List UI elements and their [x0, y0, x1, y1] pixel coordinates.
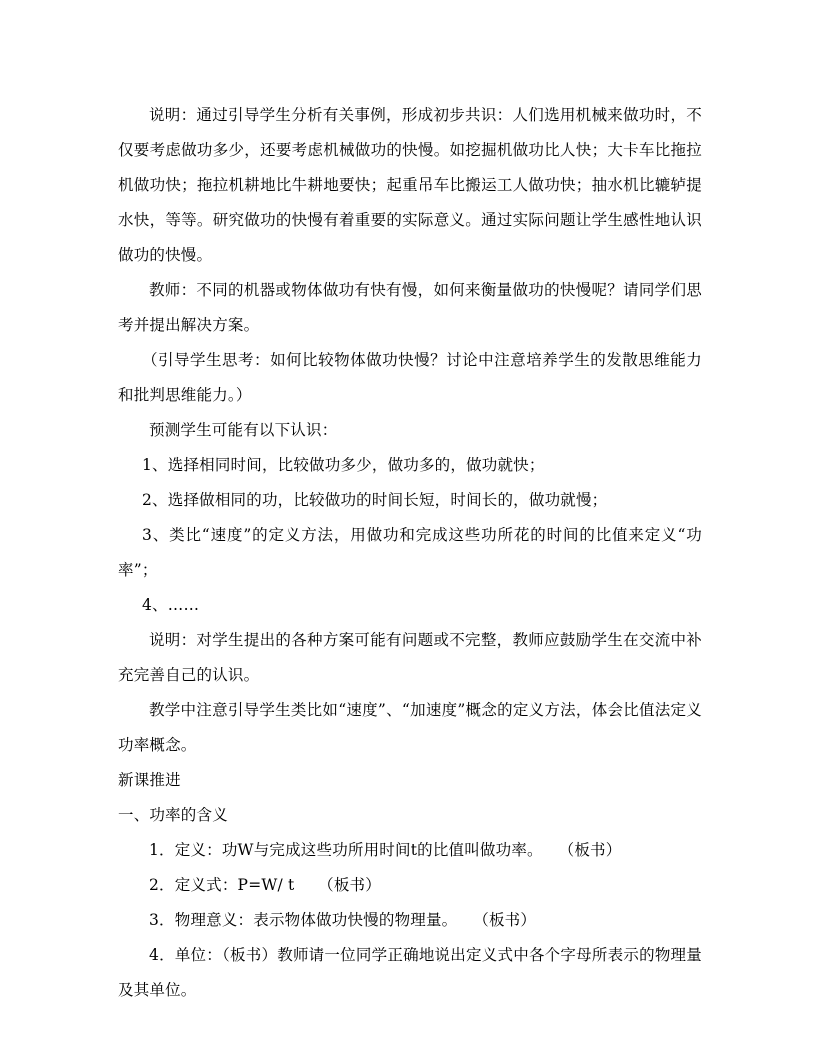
definition-item-3: 3．物理意义：表示物体做功快慢的物理量。 （板书）: [149, 911, 537, 929]
list-item-3: 3、类比“速度”的定义方法，用做功和完成这些功所花的时间的比值来定义“功率”；: [118, 526, 702, 579]
paragraph-note-2: 说明：对学生提出的各种方案可能有问题或不完整，教师应鼓励学生在交流中补充完善自己的认识。: [118, 631, 702, 684]
list-item-4: 4、……: [142, 596, 200, 614]
paragraph-prediction: 预测学生可能有以下认识：: [149, 421, 338, 439]
paragraph-note-1: 说明：通过引导学生分析有关事例，形成初步共识：人们选用机械来做功时，不仅要考虑做功多少，还要考虑机械做功的快慢。如挖掘机做功比人快；大卡车比拖拉机做功快；拖拉机耕地比牛耕地要快；起重吊车比搬运工人做功快；抽水机比辘轳提水快，等等。研究做功的快慢有着重要的实际意义。通过实际问题让学生感性地认识做功的快慢。: [118, 106, 702, 264]
list-item-2: 2、选择做相同的功，比较做功的时间长短，时间长的，做功就慢；: [142, 491, 608, 509]
definition-item-4: 4．单位：（板书）教师请一位同学正确地说出定义式中各个字母所表示的物理量及其单位。: [118, 946, 702, 999]
document-body: [118, 98, 702, 1008]
definition-item-2: 2．定义式：P=W/ t （板书）: [149, 876, 381, 894]
paragraph-guide: （引导学生思考：如何比较物体做功快慢？讨论中注意培养学生的发散思维能力和批判思维能力。）: [118, 351, 702, 404]
heading-new-lesson: 新课推进: [118, 771, 181, 789]
list-item-1: 1、选择相同时间，比较做功多少，做功多的，做功就快；: [142, 456, 545, 474]
section-heading-power-meaning: 一、功率的含义: [118, 806, 228, 824]
paragraph-teaching-note: 教学中注意引导学生类比如“速度”、“加速度”概念的定义方法，体会比值法定义功率概念。: [118, 701, 702, 754]
definition-item-1: 1．定义：功W与完成这些功所用时间t的比值叫做功率。 （板书）: [149, 841, 622, 859]
paragraph-teacher-question: 教师：不同的机器或物体做功有快有慢，如何来衡量做功的快慢呢？请同学们思考并提出解决方案。: [118, 281, 702, 334]
